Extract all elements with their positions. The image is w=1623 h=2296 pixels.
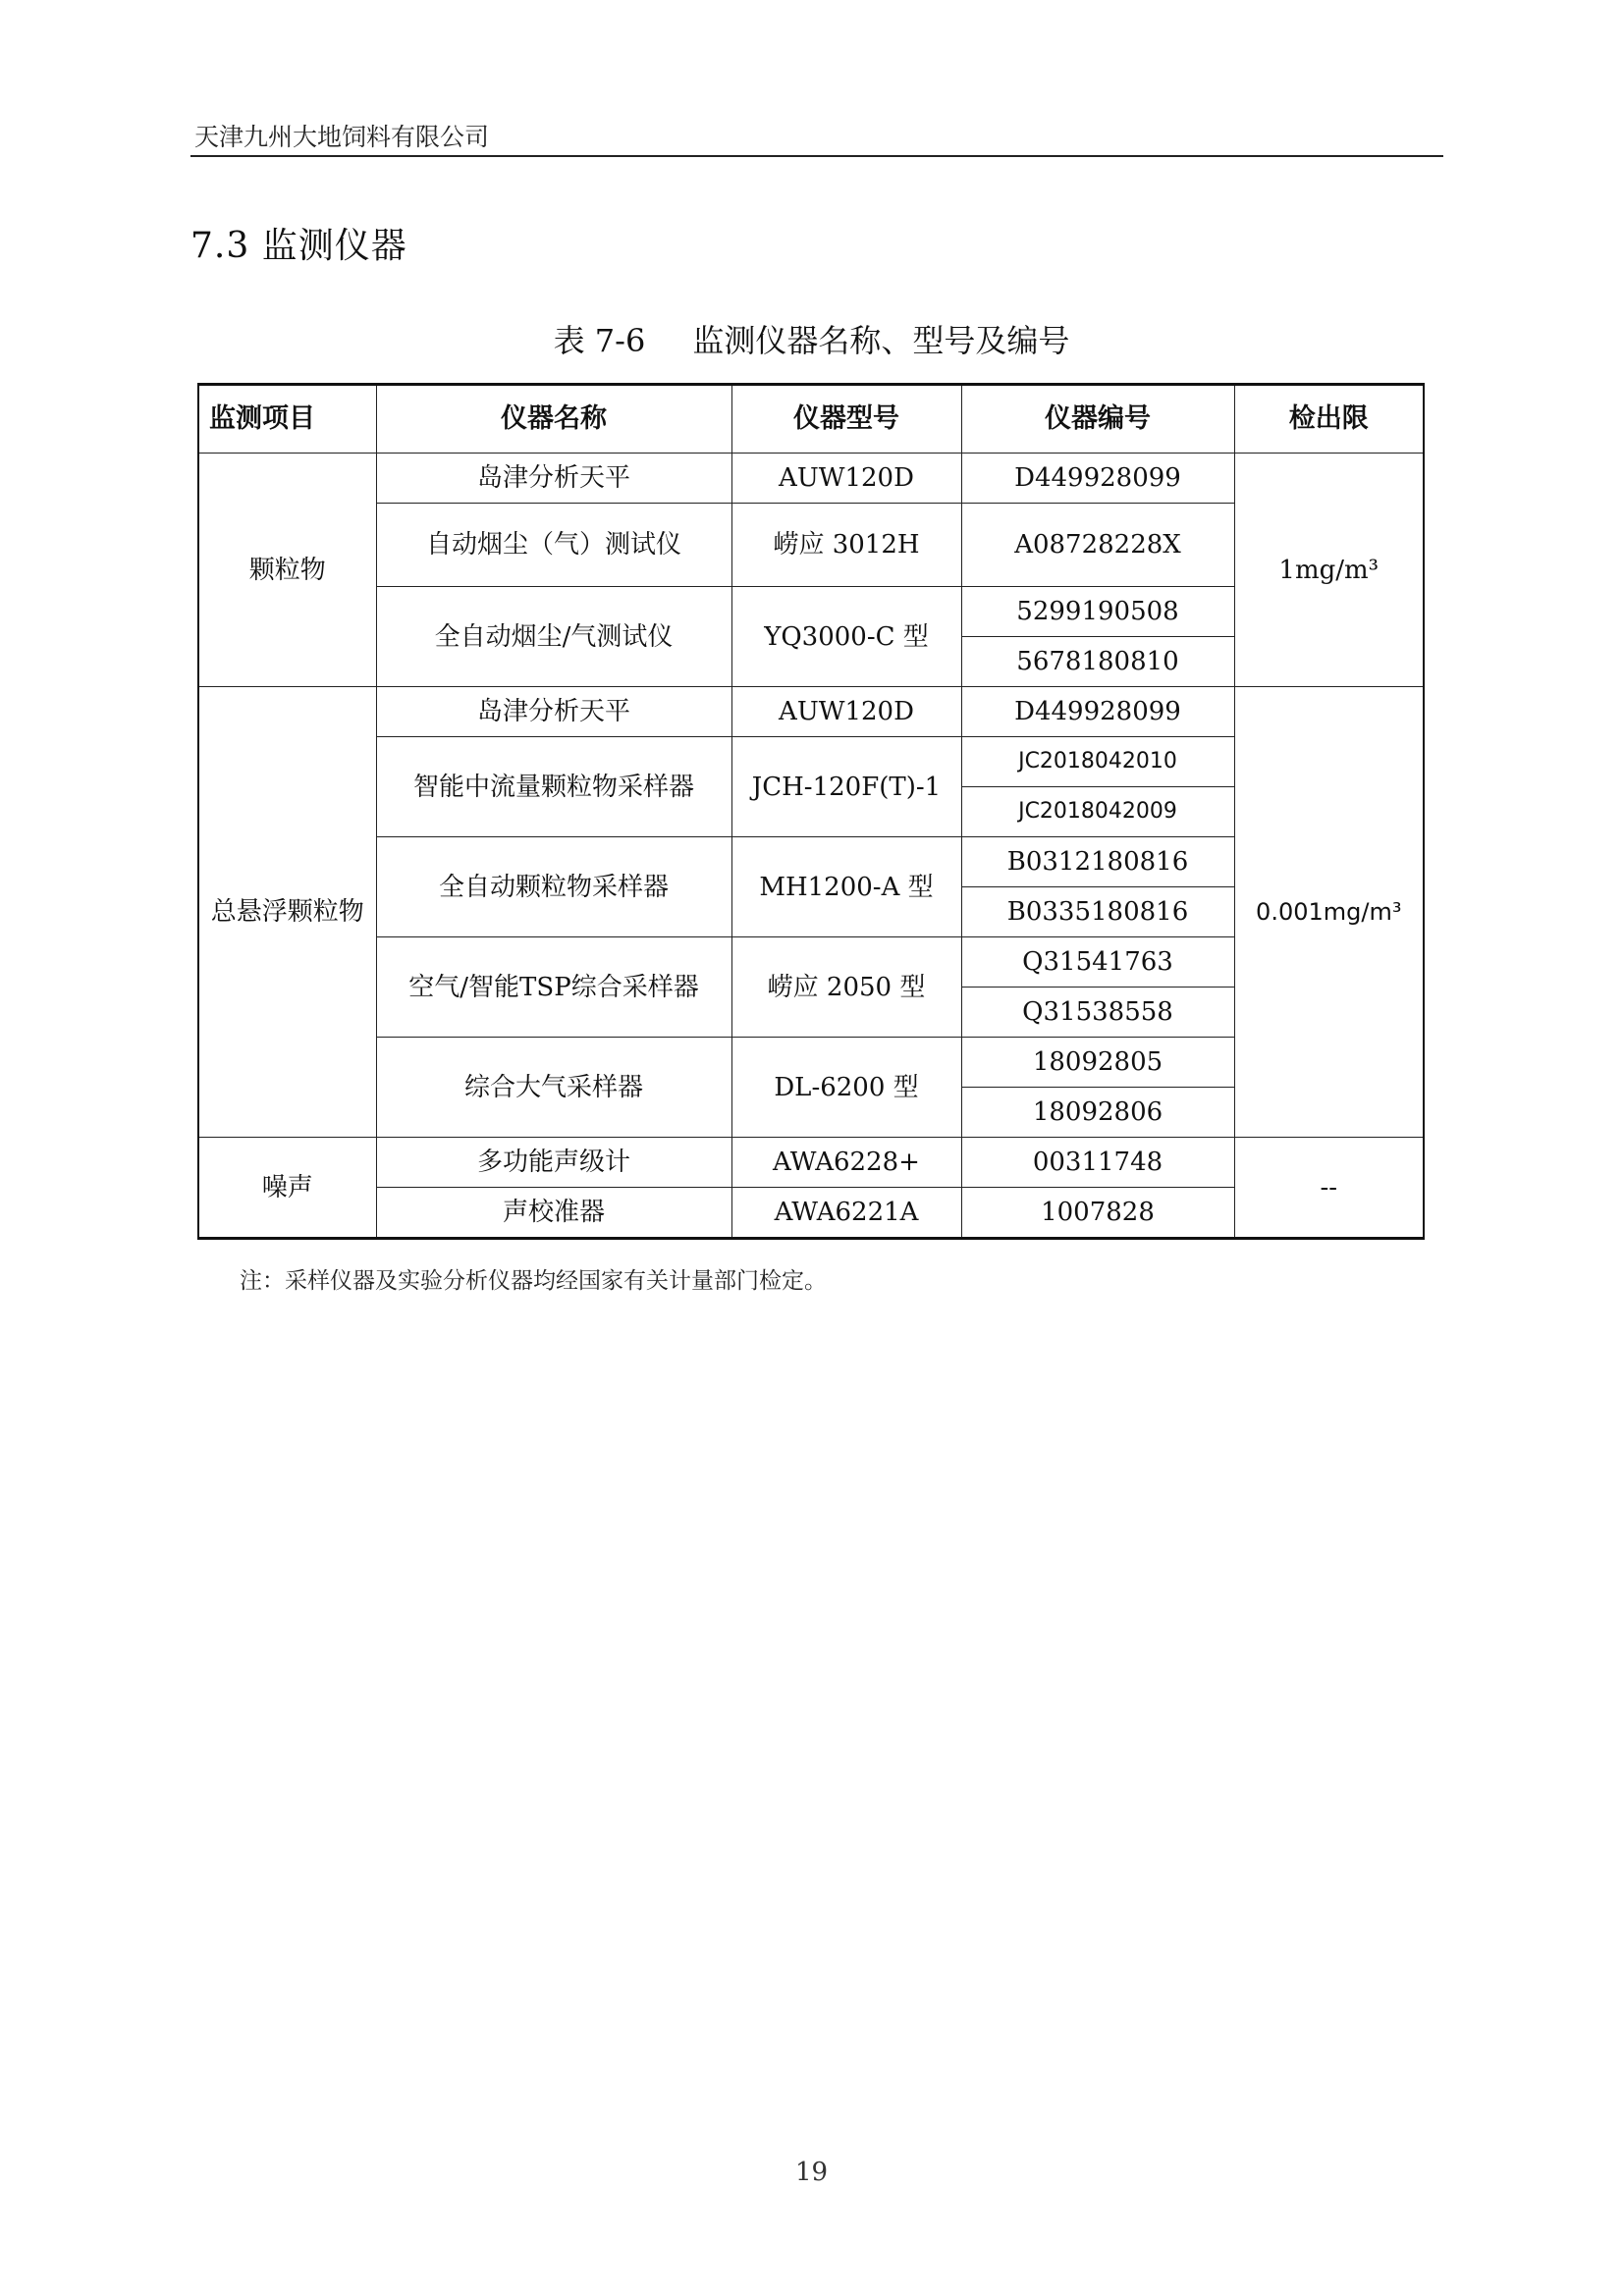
table-caption-number: 表 7-6 <box>553 322 646 359</box>
column-header-limit: 检出限 <box>1234 385 1424 454</box>
instrument-serial-cell: 00311748 <box>961 1138 1234 1188</box>
instrument-serial-cell: JC2018042010 <box>961 737 1234 787</box>
instrument-model-cell: MH1200-A 型 <box>731 837 961 937</box>
company-name: 天津九州大地饲料有限公司 <box>194 123 490 151</box>
page-number: 19 <box>794 2158 829 2187</box>
monitoring-item-cell: 噪声 <box>198 1138 376 1239</box>
instrument-name-cell: 声校准器 <box>376 1188 731 1239</box>
table-header-row <box>198 385 1424 454</box>
instrument-serial-cell: 1007828 <box>961 1188 1234 1239</box>
instrument-serial-cell: Q31541763 <box>961 937 1234 988</box>
page-header <box>190 116 1443 157</box>
detection-limit-cell: -- <box>1234 1138 1424 1239</box>
instrument-serial-cell: 5678180810 <box>961 637 1234 687</box>
instrument-serial-cell: Q31538558 <box>961 988 1234 1038</box>
table-row <box>198 687 1424 737</box>
instrument-model-cell: DL-6200 型 <box>731 1038 961 1138</box>
instrument-serial-cell: D449928099 <box>961 687 1234 737</box>
instrument-name-cell: 智能中流量颗粒物采样器 <box>376 737 731 837</box>
instrument-name-cell: 全自动颗粒物采样器 <box>376 837 731 937</box>
instrument-table <box>197 383 1425 1240</box>
instrument-name-cell: 多功能声级计 <box>376 1138 731 1188</box>
instrument-name-cell: 空气/智能TSP综合采样器 <box>376 937 731 1038</box>
instrument-serial-cell: 18092806 <box>961 1088 1234 1138</box>
detection-limit-cell: 0.001mg/m³ <box>1234 687 1424 1138</box>
instrument-name-cell: 岛津分析天平 <box>376 454 731 504</box>
instrument-name-cell: 综合大气采样器 <box>376 1038 731 1138</box>
instrument-name-cell: 自动烟尘（气）测试仪 <box>376 504 731 587</box>
column-header-serial: 仪器编号 <box>961 385 1234 454</box>
instrument-serial-cell: B0335180816 <box>961 887 1234 937</box>
instrument-serial-cell: JC2018042009 <box>961 787 1234 837</box>
instrument-model-cell: JCH-120F(T)-1 <box>731 737 961 837</box>
instrument-serial-cell: 5299190508 <box>961 587 1234 637</box>
instrument-model-cell: AUW120D <box>731 687 961 737</box>
instrument-model-cell: 崂应 3012H <box>731 504 961 587</box>
table-note: 注：采样仪器及实验分析仪器均经国家有关计量部门检定。 <box>240 1268 827 1294</box>
column-header-name: 仪器名称 <box>376 385 731 454</box>
instrument-model-cell: YQ3000-C 型 <box>731 587 961 687</box>
instrument-serial-cell: D449928099 <box>961 454 1234 504</box>
instrument-serial-cell: B0312180816 <box>961 837 1234 887</box>
section-title: 7.3 监测仪器 <box>190 226 407 266</box>
instrument-model-cell: AWA6228+ <box>731 1138 961 1188</box>
table-row <box>198 454 1424 504</box>
table-caption-title: 监测仪器名称、型号及编号 <box>692 322 1070 359</box>
instrument-serial-cell: 18092805 <box>961 1038 1234 1088</box>
monitoring-item-cell: 颗粒物 <box>198 454 376 687</box>
instrument-name-cell: 全自动烟尘/气测试仪 <box>376 587 731 687</box>
detection-limit-cell: 1mg/m³ <box>1234 454 1424 687</box>
column-header-item: 监测项目 <box>198 385 376 454</box>
table-row <box>198 1138 1424 1188</box>
column-header-model: 仪器型号 <box>731 385 961 454</box>
instrument-model-cell: AWA6221A <box>731 1188 961 1239</box>
instrument-model-cell: AUW120D <box>731 454 961 504</box>
monitoring-item-cell: 总悬浮颗粒物 <box>198 687 376 1138</box>
instrument-name-cell: 岛津分析天平 <box>376 687 731 737</box>
table-caption <box>0 316 1623 361</box>
instrument-model-cell: 崂应 2050 型 <box>731 937 961 1038</box>
instrument-serial-cell: A08728228X <box>961 504 1234 587</box>
